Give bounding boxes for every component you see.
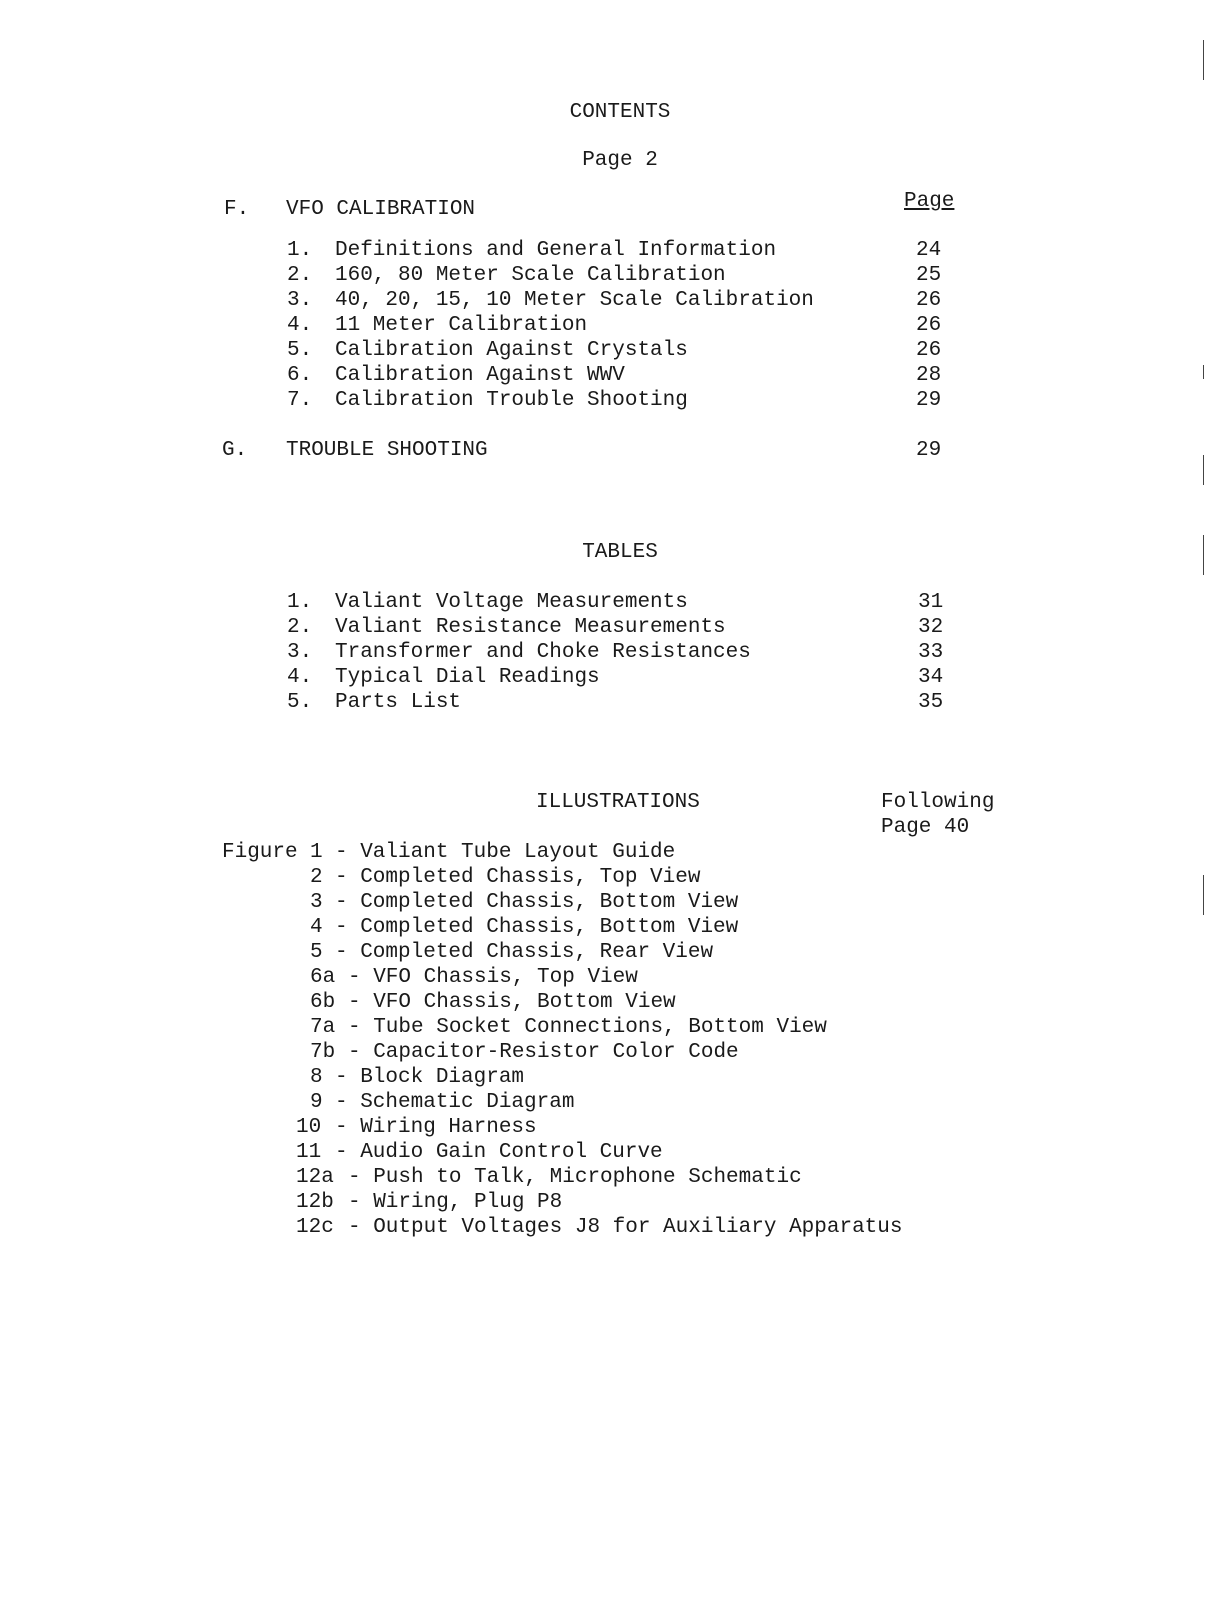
figure-number: 3 [310, 891, 323, 914]
list-item-page: 24 [916, 239, 942, 262]
section-f-title: VFO CALIBRATION [286, 198, 476, 221]
figure-label: - Wiring, Plug P8 [348, 1191, 563, 1214]
list-item-number: 5. [287, 339, 313, 362]
figure-number: 9 [310, 1091, 323, 1114]
list-item-label: Valiant Resistance Measurements [335, 616, 726, 639]
list-item-label: Calibration Against WWV [335, 364, 625, 387]
page-title: CONTENTS [569, 101, 671, 124]
figure-number: 6a [310, 966, 336, 989]
list-item-label: Calibration Trouble Shooting [335, 389, 688, 412]
list-item-label: Calibration Against Crystals [335, 339, 688, 362]
figure-number: 7b [310, 1041, 336, 1064]
figure-number: 6b [310, 991, 336, 1014]
list-item-number: 2. [287, 264, 313, 287]
list-item-number: 1. [287, 591, 313, 614]
list-item-page: 32 [918, 616, 944, 639]
list-item-number: 6. [287, 364, 313, 387]
section-g-title: TROUBLE SHOOTING [286, 439, 488, 462]
figure-label: - Audio Gain Control Curve [335, 1141, 663, 1164]
list-item-label: 40, 20, 15, 10 Meter Scale Calibration [335, 289, 814, 312]
list-item-number: 2. [287, 616, 313, 639]
figure-number: 12a [296, 1166, 334, 1189]
section-g-page: 29 [916, 439, 942, 462]
figure-number: 10 [296, 1116, 322, 1139]
list-item-label: Valiant Voltage Measurements [335, 591, 688, 614]
list-item-page: 35 [918, 691, 944, 714]
scan-edge-mark [1203, 535, 1204, 575]
list-item-number: 7. [287, 389, 313, 412]
figure-label: - Valiant Tube Layout Guide [335, 841, 676, 864]
figure-number: 5 [310, 941, 323, 964]
list-item-label: Definitions and General Information [335, 239, 777, 262]
list-item-label: 160, 80 Meter Scale Calibration [335, 264, 726, 287]
figure-label: - Block Diagram [335, 1066, 525, 1089]
list-item-page: 28 [916, 364, 942, 387]
page-column-header: Page [904, 190, 955, 213]
list-item-label: 11 Meter Calibration [335, 314, 588, 337]
figure-label: - Capacitor-Resistor Color Code [348, 1041, 739, 1064]
tables-heading: TABLES [582, 541, 658, 564]
list-item-page: 26 [916, 289, 942, 312]
figure-label: - Output Voltages J8 for Auxiliary Apparatus [348, 1216, 903, 1239]
figure-number: 12b [296, 1191, 334, 1214]
list-item-page: 29 [916, 389, 942, 412]
figure-label: - Schematic Diagram [335, 1091, 575, 1114]
list-item-label: Typical Dial Readings [335, 666, 600, 689]
section-f-letter: F. [224, 198, 250, 221]
list-item-label: Parts List [335, 691, 462, 714]
list-item-number: 4. [287, 314, 313, 337]
figure-label: - Completed Chassis, Top View [335, 866, 701, 889]
list-item-page: 26 [916, 314, 942, 337]
list-item-page: 34 [918, 666, 944, 689]
page-number-label: Page 2 [582, 149, 658, 172]
figure-prefix: Figure [222, 841, 298, 864]
scan-edge-mark [1203, 875, 1204, 915]
figure-number: 7a [310, 1016, 336, 1039]
figure-label: - Push to Talk, Microphone Schematic [348, 1166, 802, 1189]
following-page-label: Page 40 [881, 816, 970, 839]
scan-edge-mark [1203, 365, 1204, 379]
figure-label: - Wiring Harness [335, 1116, 537, 1139]
figure-number: 4 [310, 916, 323, 939]
figure-number: 8 [310, 1066, 323, 1089]
list-item-page: 33 [918, 641, 944, 664]
section-g-letter: G. [222, 439, 248, 462]
illustrations-heading: ILLUSTRATIONS [536, 791, 700, 814]
following-label: Following [881, 791, 995, 814]
figure-label: - Completed Chassis, Rear View [335, 941, 714, 964]
list-item-number: 4. [287, 666, 313, 689]
scan-edge-mark [1203, 40, 1204, 80]
scan-edge-mark [1203, 455, 1204, 485]
figure-number: 12c [296, 1216, 334, 1239]
list-item-page: 25 [916, 264, 942, 287]
figure-number: 1 [310, 841, 323, 864]
figure-number: 11 [296, 1141, 322, 1164]
list-item-page: 26 [916, 339, 942, 362]
list-item-page: 31 [918, 591, 944, 614]
list-item-number: 3. [287, 641, 313, 664]
figure-label: - Tube Socket Connections, Bottom View [348, 1016, 827, 1039]
figure-label: - VFO Chassis, Top View [348, 966, 638, 989]
list-item-number: 3. [287, 289, 313, 312]
figure-label: - Completed Chassis, Bottom View [335, 891, 739, 914]
list-item-number: 1. [287, 239, 313, 262]
figure-label: - VFO Chassis, Bottom View [348, 991, 676, 1014]
figure-number: 2 [310, 866, 323, 889]
list-item-label: Transformer and Choke Resistances [335, 641, 751, 664]
figure-label: - Completed Chassis, Bottom View [335, 916, 739, 939]
list-item-number: 5. [287, 691, 313, 714]
